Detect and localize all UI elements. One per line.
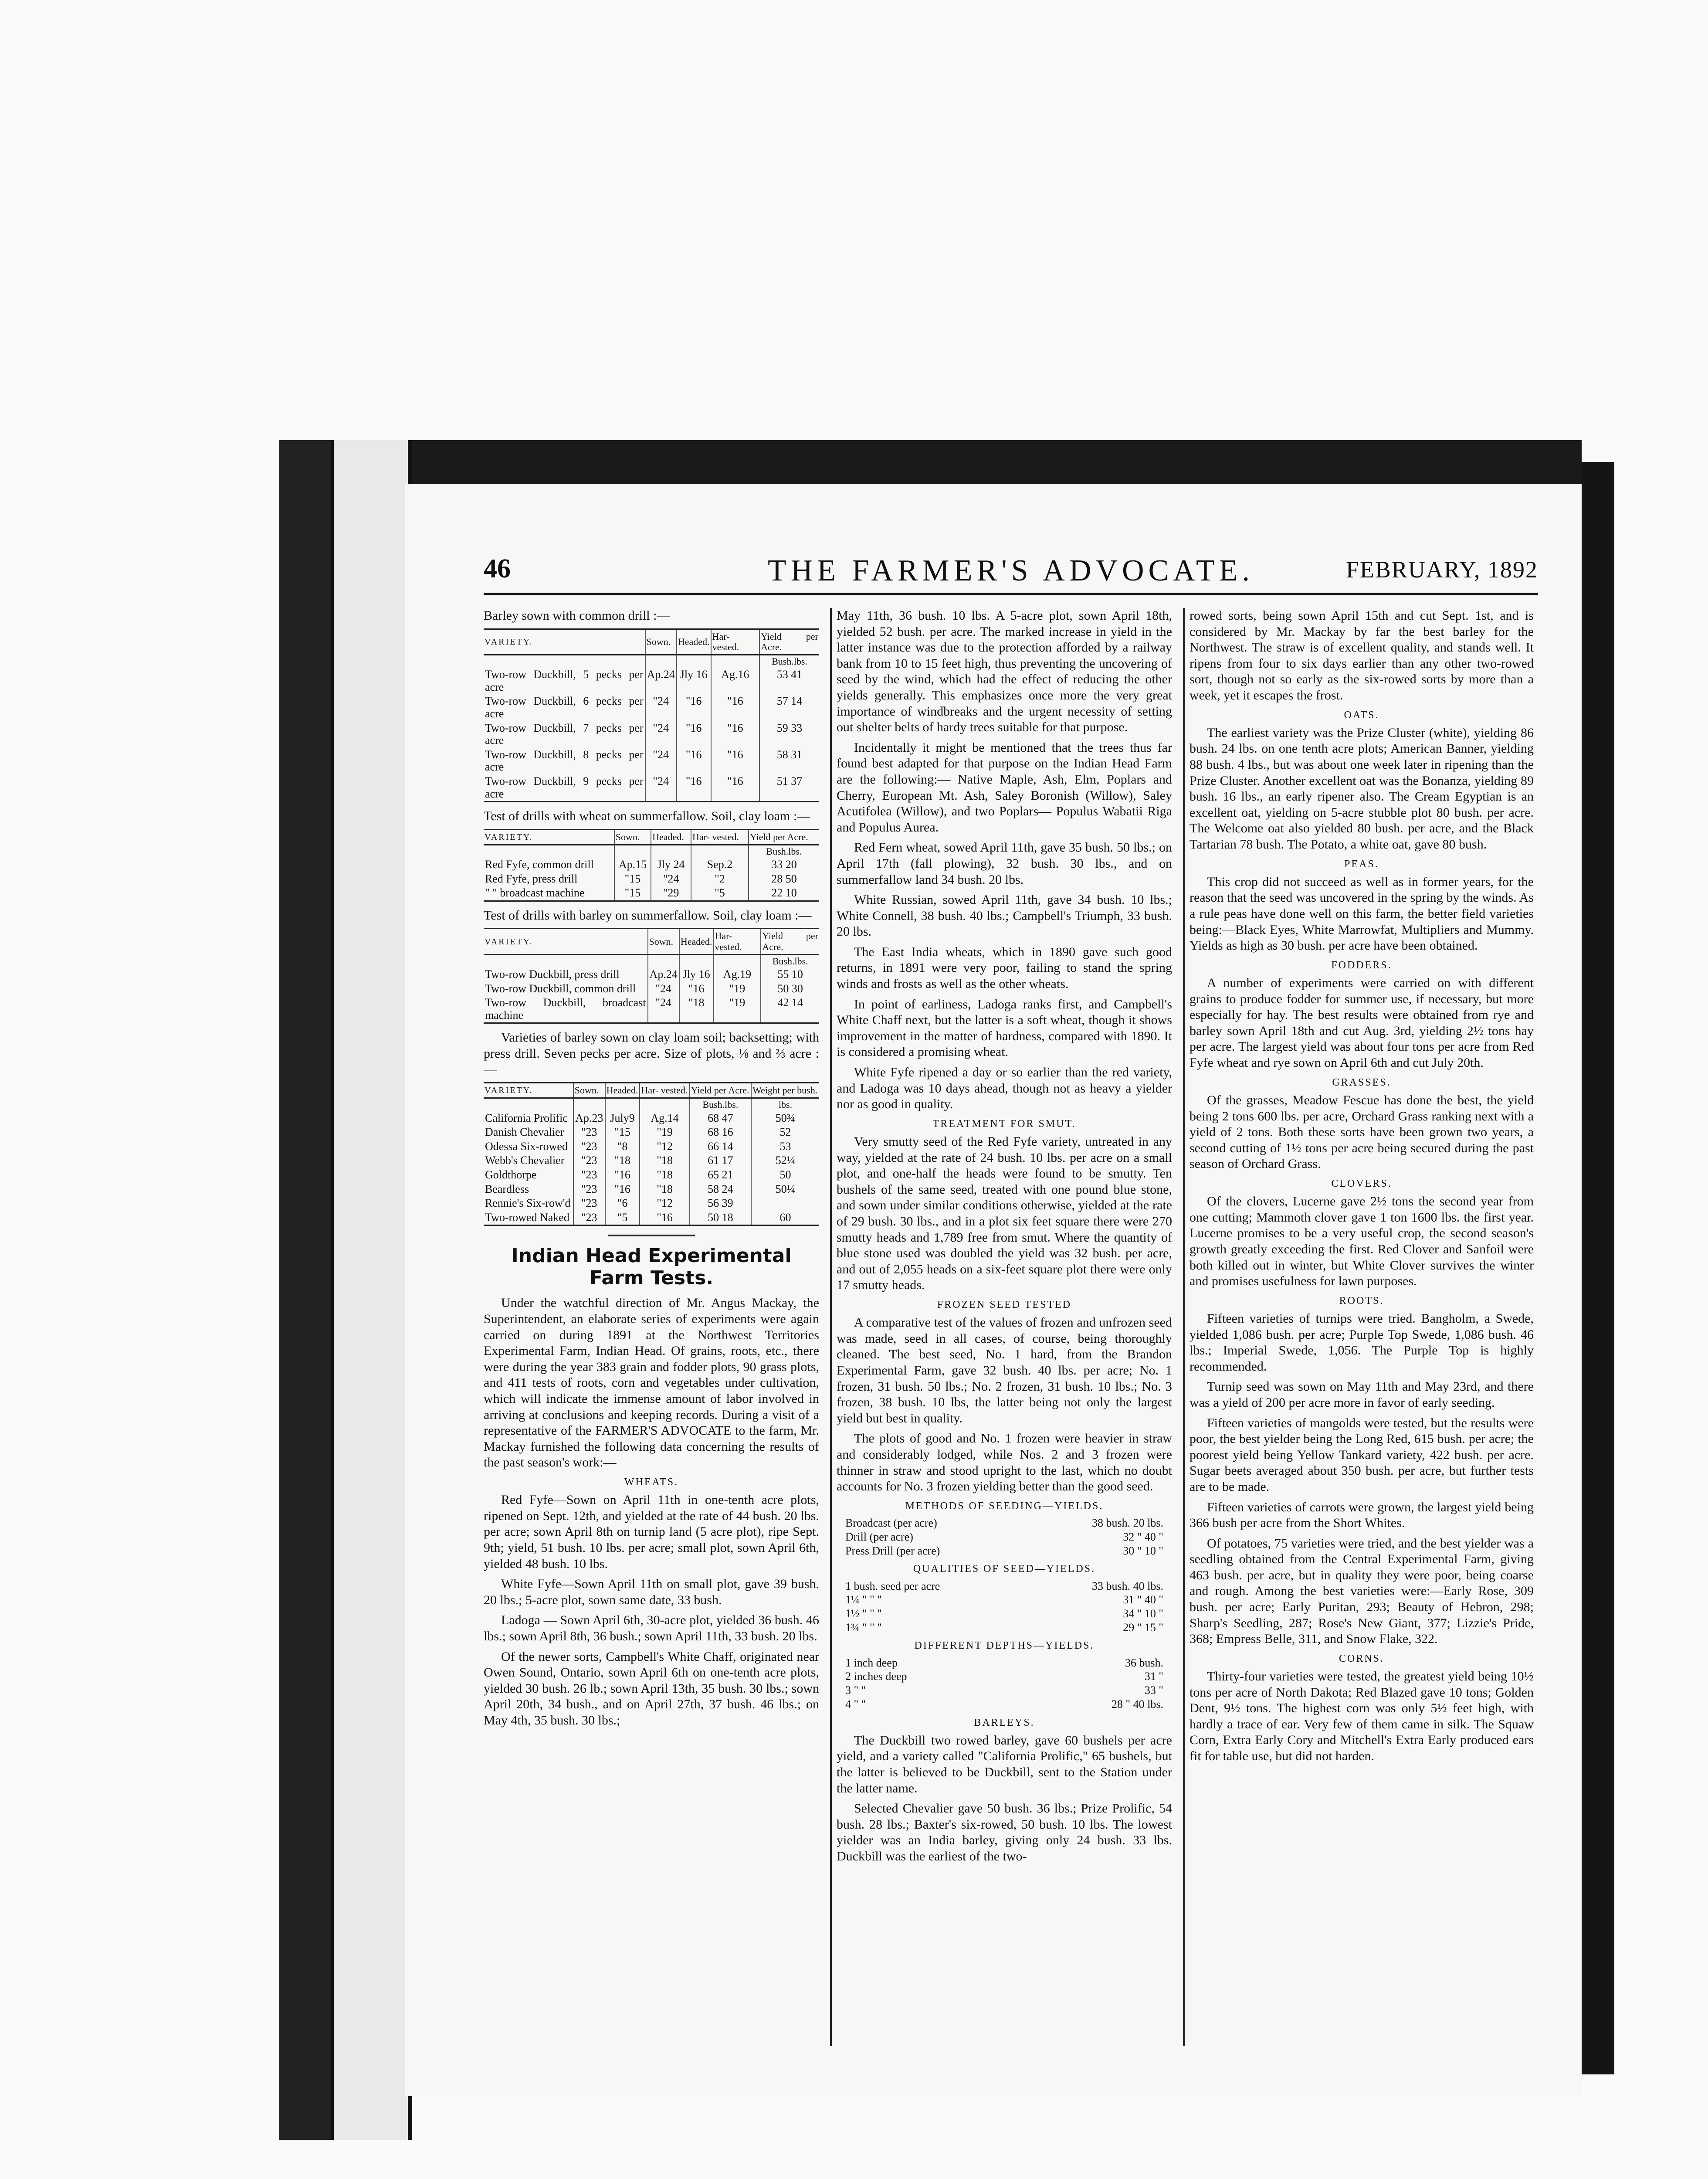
table-caption: Barley sown with common drill :— bbox=[484, 608, 670, 623]
section-subheading: CORNS. bbox=[1339, 1653, 1385, 1664]
column-3 bbox=[1190, 608, 1534, 1769]
table-row: Two-row Duckbill, press drill Ap.24 Jly 16 Ag.19 55 10 bbox=[484, 967, 819, 982]
barley-drills-table bbox=[484, 928, 819, 1024]
section-subheading: OATS. bbox=[1344, 709, 1379, 721]
table-header: VARIETY. bbox=[484, 829, 614, 845]
paragraph: Selected Chevalier gave 50 bush. 36 lbs.; Prize Prolific, 54 bush. 28 lbs.; Baxter's six-rowed, 50 bush. 10 lbs. The lowest yielder was an India barley, giving only 24 bush. 33 lbs. Duckbill was the earliest of the two- bbox=[837, 1801, 1172, 1863]
list-item: 1½ " " " 34 " 10 " bbox=[845, 1607, 1163, 1620]
list-item: 4 " " 28 " 40 lbs. bbox=[845, 1697, 1163, 1711]
list-item: 1 inch deep 36 bush. bbox=[845, 1656, 1163, 1669]
issue-date: FEBRUARY, 1892 bbox=[1345, 557, 1538, 583]
paragraph: Fifteen varieties of mangolds were tested, but the results were poor, the best yielder being the Long Red, 615 bush. per acre; the poorest yield being Yellow Tankard variety, 422 bush. per acre. Sugar beets averaged about 350 bush. per acre, but further tests are to be made. bbox=[1190, 1415, 1534, 1494]
column-rule bbox=[1183, 608, 1185, 2046]
paragraph: A comparative test of the values of frozen and unfrozen seed was made, seed in all cases, of course, being thoroughly cleaned. The best seed, No. 1 hard, from the Brandon Experimental Farm, gave 32 bush. 40 lbs. per acre; No. 1 frozen, 31 bush. 50 lbs.; No. 2 frozen, 31 bush. 10 lbs.; No. 3 frozen, 38 bush. 10 lbs, the latter being not only the largest yield but best in quality. bbox=[837, 1315, 1172, 1426]
table-row: Two-row Duckbill, 5 pecks per acre Ap.24 Jly 16 Ag.16 53 41 bbox=[484, 668, 819, 694]
page-edge-shadow-top bbox=[279, 440, 1582, 484]
masthead-title: THE FARMER'S ADVOCATE. bbox=[767, 554, 1254, 587]
column-1 bbox=[484, 608, 819, 1733]
table-row: " " broadcast machine "15 "29 "5 22 10 bbox=[484, 886, 819, 901]
section-subheading: WHEATS. bbox=[624, 1476, 679, 1488]
table-header: Sown. bbox=[645, 629, 677, 655]
section-subheading: BARLEYS. bbox=[974, 1717, 1035, 1728]
table-caption: Test of drills with wheat on summerfallow. Soil, clay loam :— bbox=[484, 809, 810, 824]
paragraph: Incidentally it might be mentioned that the trees thus far found best adapted for that purpose on the Indian Head Farm are the following:— Native Maple, Ash, Elm, Poplars and Cherry, European Mt. Ash, Saley Boronish (Willow), Saley Acutifolea (Willow), and two Poplars— Populus Wabatii Riga and Populus Aurea. bbox=[837, 740, 1172, 835]
paragraph: May 11th, 36 bush. 10 lbs. A 5-acre plot, sown April 18th, yielded 52 bush. per acre. The marked increase in yield in the latter instance was due to the protection afforded by a railway bank from 10 to 15 feet high, thus preventing the uncovering of seed by the wind, which had the effect of reducing the other yields generally. This emphasizes once more the very great importance of windbreaks and the urgent necessity of setting out shelter belts of hardy trees suitable for that purpose. bbox=[837, 608, 1172, 735]
table-header: Weight per bush. bbox=[751, 1083, 819, 1098]
paragraph: The plots of good and No. 1 frozen were heavier in straw and considerably lodged, while Nos. 2 and 3 frozen were thinner in straw and stood upright to the last, which no doubt accounts for No. 3 frozen yielding better than the good seed. bbox=[837, 1431, 1172, 1494]
table-header: Sown. bbox=[573, 1083, 605, 1098]
newspaper-page bbox=[405, 484, 1582, 2096]
table-units: Bush.lbs. bbox=[761, 954, 819, 967]
table-row: Danish Chevalier "23 "15 "19 68 16 52 bbox=[484, 1125, 819, 1140]
section-subheading: FROZEN SEED TESTED bbox=[937, 1299, 1072, 1311]
list-item: Drill (per acre) 32 " 40 " bbox=[845, 1530, 1163, 1543]
section-subheading: FODDERS. bbox=[1331, 959, 1392, 971]
table-header: Headed. bbox=[679, 929, 714, 954]
section-subheading: TREATMENT FOR SMUT. bbox=[932, 1118, 1076, 1130]
paragraph: rowed sorts, being sown April 15th and cut Sept. 1st, and is considered by Mr. Mackay by far the best barley for the Northwest. The straw is of excellent quality, and stands well. It ripens from four to six days earlier than any other two-rowed sort, though not so early as the six-rowed sorts by more than a week, yet it escapes the frost. bbox=[1190, 608, 1534, 703]
table-units: Bush.lbs. bbox=[690, 1098, 751, 1111]
divider bbox=[608, 1235, 695, 1236]
table-header: Har- vested. bbox=[691, 829, 749, 845]
paragraph: The East India wheats, which in 1890 gave such good returns, in 1891 were very poor, failing to stand the spring winds and frosts as well as the other wheats. bbox=[837, 944, 1172, 991]
table-header: Yield per Acre. bbox=[690, 1083, 751, 1098]
table-row: Odessa Six-rowed "23 "8 "12 66 14 53 bbox=[484, 1140, 819, 1154]
page-edge-shadow-right bbox=[1582, 462, 1614, 2074]
paragraph: Ladoga — Sown April 6th, 30-acre plot, yielded 36 bush. 46 lbs.; sown April 8th, 36 bush.; sown April 11th, 33 bush. 20 lbs. bbox=[484, 1613, 819, 1644]
section-subheading: QUALITIES OF SEED—YIELDS. bbox=[913, 1563, 1096, 1575]
binding-margin bbox=[331, 440, 412, 2140]
page-header bbox=[484, 553, 1538, 595]
list-item: 1 bush. seed per acre 33 bush. 40 lbs. bbox=[845, 1579, 1163, 1592]
table-row: Goldthorpe "23 "16 "18 65 21 50 bbox=[484, 1168, 819, 1182]
table-row: Red Fyfe, press drill "15 "24 "2 28 50 bbox=[484, 872, 819, 886]
table-header: Har- vested. bbox=[714, 929, 761, 954]
section-subheading: PEAS. bbox=[1344, 858, 1379, 870]
list-item: Press Drill (per acre) 30 " 10 " bbox=[845, 1544, 1163, 1557]
paragraph: Of potatoes, 75 varieties were tried, and the best yielder was a seedling obtained from the Central Experimental Farm, giving 463 bush. per acre, but in quality they were poor, being coarse and rough. Among the best varieties were:—Early Rose, 309 bush. per acre; Early Puritan, 293; Beauty of Hebron, 298; Sharp's Seedling, 287; Rose's New Giant, 377; Lizzie's Pride, 368; Empress Belle, 311, and Snow Flake, 322. bbox=[1190, 1536, 1534, 1646]
section-subheading: CLOVERS. bbox=[1331, 1178, 1392, 1189]
paragraph: A number of experiments were carried on with different grains to produce fodder for summer use, if necessary, but more especially for hay. The best results were obtained from rye and barley sown April 18th and cut Aug. 3rd, yielding 2½ tons hay per acre. The largest yield was about four tons per acre from Red Fyfe wheat and rye sown on April 6th and cut July 20th. bbox=[1190, 976, 1534, 1070]
table-row: California Prolific Ap.23 July9 Ag.14 68 47 50¾ bbox=[484, 1111, 819, 1126]
paragraph: In point of earliness, Ladoga ranks first, and Campbell's White Chaff next, but the latter is a soft wheat, though it shows improvement in the matter of hardness, compared with 1890. It is considered a promising wheat. bbox=[837, 997, 1172, 1059]
table-row: Two-row Duckbill, 9 pecks per acre "24 "16 "16 51 37 bbox=[484, 774, 819, 802]
table-row: Red Fyfe, common drill Ap.15 Jly 24 Sep.2 33 20 bbox=[484, 858, 819, 872]
table-row: Webb's Chevalier "23 "18 "18 61 17 52¼ bbox=[484, 1154, 819, 1168]
section-subheading: DIFFERENT DEPTHS—YIELDS. bbox=[914, 1640, 1095, 1652]
table-row: Beardless "23 "16 "18 58 24 50¼ bbox=[484, 1182, 819, 1197]
paragraph: Red Fern wheat, sowed April 11th, gave 35 bush. 50 lbs.; on April 17th (fall plowing), 32 bush. 30 lbs., and on summerfallow land 34 bush. 20 lbs. bbox=[837, 840, 1172, 887]
paragraph: Red Fyfe—Sown on April 11th in one-tenth acre plots, ripened on Sept. 12th, and yielded at the rate of 44 bush. 20 lbs. per acre; sown April 8th on turnip land (5 acre plot), ripe Sept. 9th; yield, 51 bush. 10 lbs. per acre; small plot, sown April 6th, yielded 48 bush. 10 lbs. bbox=[484, 1493, 819, 1571]
wheat-drills-table bbox=[484, 829, 819, 902]
paragraph: Of the clovers, Lucerne gave 2½ tons the second year from one cutting; Mammoth clover gave 1 ton 1600 lbs. the first year. Lucerne promises to be a very useful crop, the second season's growth greatly exceeding the first. Red Clover and Sanfoil were both killed out in winter, but White Clover survives the winter and promises usefulness for lawn purposes. bbox=[1190, 1194, 1534, 1289]
paragraph: The Duckbill two rowed barley, gave 60 bushels per acre yield, and a variety called "California Prolific," 65 bushels, but the latter is believed to be Duckbill, sent to the Station under the latter name. bbox=[837, 1733, 1172, 1795]
section-subheading: GRASSES. bbox=[1332, 1076, 1391, 1088]
column-2 bbox=[837, 608, 1172, 1869]
barley-varieties-table bbox=[484, 1082, 819, 1226]
section-subheading: ROOTS. bbox=[1339, 1295, 1384, 1307]
paragraph: The earliest variety was the Prize Cluster (white), yielding 86 bush. 24 lbs. on one tenth acre plots; American Banner, yielding 88 bush. 4 lbs., but was about one week later in ripening than the Prize Cluster. Another excellent oat was the Bonanza, yielding 89 bush. 16 lbs., an early ripener also. The Cream Egyptian is an excellent oat, yielding on 5-acre stubble plot 80 bush. per acre. The Welcome oat also yielded 80 bush. per acre, and the Black Tartarian 78 bush. The Potato, a white oat, gave 80 bush. bbox=[1190, 725, 1534, 852]
binding-shadow bbox=[279, 440, 331, 2140]
table-row: Two-row Duckbill, 7 pecks per acre "24 "16 "16 59 33 bbox=[484, 721, 819, 748]
column-rule bbox=[830, 608, 832, 2046]
table-row: Two-row Duckbill, broadcast machine "24 "18 "19 42 14 bbox=[484, 996, 819, 1023]
paragraph: Of the newer sorts, Campbell's White Chaff, originated near Owen Sound, Ontario, sown April 6th on one-tenth acre plots, yielded 30 bush. 26 lb.; sown April 13th, 35 bush. 30 lbs.; sown April 20th, 34 bush., and on April 27th, 37 bush. 46 lbs.; on May 4th, 35 bush. 30 lbs.; bbox=[484, 1649, 819, 1728]
table-row: Two-rowed Naked "23 "5 "16 50 18 60 bbox=[484, 1211, 819, 1225]
paragraph: This crop did not succeed as well as in former years, for the reason that the seed was uncovered in the spring by the winds. As a rule peas have done well on this farm, the better field varieties being:—Black Eyes, White Marrowfat, Multipliers and Mummy. Yields as high as 30 bush. per acre have been obtained. bbox=[1190, 874, 1534, 953]
table-header: Har- vested. bbox=[640, 1083, 689, 1098]
list-item: 1¾ " " " 29 " 15 " bbox=[845, 1621, 1163, 1634]
table-header: Headed. bbox=[651, 829, 691, 845]
paragraph: White Fyfe ripened a day or so earlier than the red variety, and Ladoga was 10 days ahead, though not as heavy a yielder nor as good in quality. bbox=[837, 1065, 1172, 1112]
table-header: Sown. bbox=[614, 829, 651, 845]
paragraph: Fifteen varieties of turnips were tried. Bangholm, a Swede, yielded 1,086 bush. per acre; Purple Top Swede, 1,086 bush. 46 lbs.; Imperial Swede, 1,056. The Purple Top is highly recommended. bbox=[1190, 1311, 1534, 1374]
list-item: 3 " " 33 " bbox=[845, 1684, 1163, 1697]
barley-common-drill-table bbox=[484, 628, 819, 803]
table-header: VARIETY. bbox=[484, 929, 648, 954]
paragraph: Thirty-four varieties were tested, the greatest yield being 10½ tons per acre of North Dakota; Red Blazed gave 10 tons; Golden Dent, 9½ tons. The highest corn was only 5½ feet high, with hardly a trace of ear. Very few of them came in silk. The Squaw Corn, Extra Early Cory and Mitchell's Extra Early produced ears fit for table use, but did not harden. bbox=[1190, 1669, 1534, 1764]
table-header: Headed. bbox=[677, 629, 711, 655]
paragraph: Fifteen varieties of carrots were grown, the largest yield being 366 bush per acre from the Short Whites. bbox=[1190, 1500, 1534, 1531]
table-header: Headed. bbox=[605, 1083, 640, 1098]
table-header: Sown. bbox=[648, 929, 679, 954]
table-header: Har- vested. bbox=[711, 629, 760, 655]
table-caption: Test of drills with barley on summerfallow. Soil, clay loam :— bbox=[484, 908, 812, 923]
paragraph: White Fyfe—Sown April 11th on small plot, gave 39 bush. 20 lbs.; 5-acre plot, sown same date, 33 bush. bbox=[484, 1577, 819, 1607]
table-row: Two-row Duckbill, 6 pecks per acre "24 "16 "16 57 14 bbox=[484, 694, 819, 721]
list-item: 1¼ " " " 31 " 40 " bbox=[845, 1593, 1163, 1606]
table-caption: Varieties of barley sown on clay loam soil; backsetting; with press drill. Seven pecks per acre. Size of plots, ⅛ and ⅔ acre :— bbox=[484, 1030, 819, 1077]
table-header: Yield per Acre. bbox=[749, 829, 819, 845]
table-row: Two-row Duckbill, 8 pecks per acre "24 "16 "16 58 31 bbox=[484, 748, 819, 774]
paragraph: White Russian, sowed April 11th, gave 34 bush. 10 lbs.; White Connell, 38 bush. 40 lbs.; Campbell's Triumph, 33 bush. 20 lbs. bbox=[837, 893, 1172, 939]
table-units: Bush.lbs. bbox=[749, 845, 819, 858]
table-header: VARIETY. bbox=[484, 1083, 573, 1098]
paragraph: Of the grasses, Meadow Fescue has done the best, the yield being 2 tons 600 lbs. per acre, Orchard Grass ranking next with a yield of 2 tons. Both these sorts have been grown two years, a second cutting of 1½ tons per acre being secured during the past season of Orchard Grass. bbox=[1190, 1093, 1534, 1171]
table-header: Yield per Acre. bbox=[759, 629, 819, 655]
paragraph: Under the watchful direction of Mr. Angus Mackay, the Superintendent, an elaborate series of experiments were again carried on during 1891 at the Northwest Territories Experimental Farm, Indian Head. Of grains, roots, etc., there were during the year 383 grain and fodder plots, 90 grass plots, and 411 tests of roots, corn and vegetables under cultivation, which will indicate the immense amount of labor involved in arriving at conclusions and keeping records. During a visit of a representative of the FARMER'S ADVOCATE to the farm, Mr. Mackay furnished the following data concerning the results of the past season's work:— bbox=[484, 1296, 819, 1470]
table-row: Rennie's Six-row'd "23 "6 "12 56 39 bbox=[484, 1196, 819, 1211]
list-item: Broadcast (per acre) 38 bush. 20 lbs. bbox=[845, 1517, 1163, 1530]
page-number: 46 bbox=[484, 554, 511, 584]
table-units: lbs. bbox=[751, 1098, 819, 1111]
paragraph: Turnip seed was sown on May 11th and May 23rd, and there was a yield of 200 per acre more in favor of early seeding. bbox=[1190, 1379, 1534, 1410]
table-units: Bush.lbs. bbox=[759, 655, 819, 668]
list-item: 2 inches deep 31 " bbox=[845, 1670, 1163, 1683]
table-header: Yield per Acre. bbox=[761, 929, 819, 954]
article-heading: Indian Head Experimental Farm Tests. bbox=[511, 1245, 792, 1289]
table-row: Two-row Duckbill, common drill "24 "16 "19 50 30 bbox=[484, 982, 819, 996]
paragraph: Very smutty seed of the Red Fyfe variety, untreated in any way, yielded at the rate of 24 bush. 10 lbs. per acre on a small plot, and one-half the heads were found to be smutty. Ten bushels of the same seed, treated with one pound blue stone, and sown under similar conditions otherwise, yielded at the rate of 29 bush. 30 lbs., and in a plot six feet square there were 270 smutty heads and 1,789 free from smut. Where the quantity of blue stone used was doubled the yield was 32 bush. per acre, and out of 2,055 heads on a six-feet square plot there were only 17 smutty heads. bbox=[837, 1134, 1172, 1293]
section-subheading: METHODS OF SEEDING—YIELDS. bbox=[905, 1500, 1104, 1512]
table-header: VARIETY. bbox=[484, 629, 645, 655]
